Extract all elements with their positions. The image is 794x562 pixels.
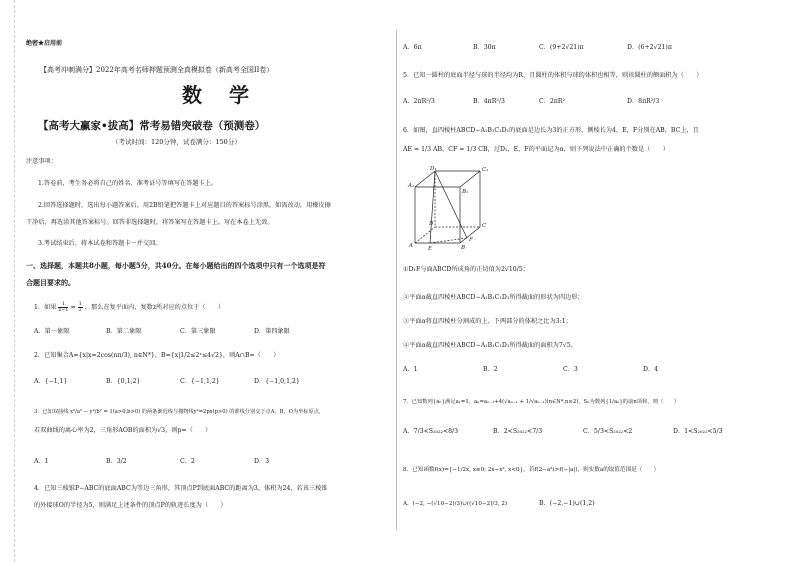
q3-option-d: D．3 bbox=[254, 458, 270, 465]
question-5: 5．已知一圆柱的底面半径与球的半径均为R，且圆柱的体积与球的体积也相等，则该圆柱的侧面积为（ ） bbox=[403, 72, 703, 79]
q3-option-a: A．1 bbox=[34, 458, 49, 465]
section-1-heading: 一、选择题，本题共8小题，每小题5分，共40分。在每小题给出的四个选项中只有一个选项是符 bbox=[26, 261, 326, 270]
q1-option-a: A．第一象限 bbox=[34, 328, 70, 335]
q2-option-d: D．{−1,0,1,2} bbox=[254, 378, 300, 385]
q6-option-d: D．4 bbox=[643, 366, 659, 373]
q5-option-d: D．8πR²/3 bbox=[627, 98, 660, 105]
question-3: 3．已知双曲线 x²/a² − y²/b² = 1(a>0,b>0) 的两条渐近线与抛物线y²=2px(p>0) 的准线分别交于点A、B，O为坐标原点， bbox=[34, 409, 325, 415]
question-6: 6．如图，直四棱柱ABCD−A₁B₁C₁D₁的底面是边长为3的正方形，侧棱长为4，E，F分别在AB，BC上，且 bbox=[403, 127, 699, 134]
q6-statement-2: ②平面α截直四棱柱ABCD−A₁B₁C₁D₁所得截面的形状为四边形； bbox=[403, 294, 584, 301]
note-2-cont: 干净后，再选涂其他答案标号。回答非选择题时，将答案写在答题卡上。写在本卷上无效。 bbox=[26, 219, 274, 226]
question-2: 2．已知集合A={x|x=2cos(nπ/3), n∈N*}，B={x|1/2≤2ˣ≤4√2}，则A∩B=（ ） bbox=[34, 352, 280, 359]
q8-option-b: B．(−2,−1)∪(1,2) bbox=[539, 500, 595, 507]
section-1-heading-cont: 合题目要求的。 bbox=[26, 278, 75, 287]
label-b: B bbox=[461, 245, 466, 250]
label-e: E bbox=[428, 246, 433, 250]
note-1: 1.答卷前，考生务必将自己的姓名、准考证号等填写在答题卡上。 bbox=[38, 180, 218, 187]
q4-option-d: D．(6+2√21)π bbox=[627, 44, 672, 51]
q1-pre: 1．如果 bbox=[34, 304, 57, 311]
subject-title: 数 学 bbox=[182, 83, 259, 107]
label-a: A bbox=[409, 243, 413, 249]
note-3: 3.考试结束后，将本试卷和答题卡一并交回。 bbox=[38, 240, 162, 247]
secret-label: 绝密★启用前 bbox=[26, 40, 63, 47]
q4-option-c: C．(9+2√21)π bbox=[539, 44, 584, 51]
q4-option-b: B．30π bbox=[473, 44, 496, 51]
q5-option-b: B．4πR²/3 bbox=[473, 98, 505, 105]
exam-info: （考试时间：120分钟，试卷满分：150分） bbox=[112, 138, 241, 146]
q7-option-a: A．7/3<S₂₀₂₂<8/3 bbox=[403, 428, 459, 435]
q6-option-b: B．2 bbox=[483, 366, 498, 373]
right-column bbox=[397, 0, 794, 562]
q6-option-a: A．1 bbox=[403, 366, 418, 373]
q1-post: ，那么在复平面内，复数z所对应的点位于（ ） bbox=[84, 304, 225, 311]
label-b1: B₁ bbox=[462, 189, 469, 195]
question-4-cont: 的外接球O的半径为5，则满足上述条件的顶点P的轨迹长度为（ ） bbox=[34, 502, 227, 509]
label-c1: C₁ bbox=[482, 167, 489, 173]
q1-fraction-1: $\frac{1}{z-1}$ bbox=[58, 301, 69, 313]
q7-option-b: B．2<S₂₀₂₂<7/3 bbox=[493, 428, 543, 435]
label-d1: D₁ bbox=[430, 166, 437, 172]
q1-eq: = bbox=[70, 304, 76, 311]
question-8: 8．已知函数f(x)={−1/2x, x≥0; 2x−x², x<0}，若f(2−a²)>f(−|a|)，则实数a的取值范围是（ ） bbox=[403, 467, 660, 473]
question-3-cont: 若双曲线的离心率为2，三角形AOB的面积为√3，则p=（ ） bbox=[34, 427, 212, 434]
q1-fraction-2: $\frac{1}{2}$ bbox=[78, 301, 82, 313]
q4-option-a: A．6π bbox=[403, 44, 422, 51]
note-2: 2.回答选择题时，选出每小题答案后，用2B铅笔把答题卡上对应题目的答案标号涂黑。如需改动，用橡皮擦 bbox=[38, 202, 331, 209]
prism-figure bbox=[405, 165, 495, 250]
q3-option-c: C．2 bbox=[180, 458, 195, 465]
label-a1: A₁ bbox=[408, 183, 415, 189]
q5-option-a: A．2πR²/3 bbox=[403, 98, 435, 105]
q5-option-c: C．2πR² bbox=[539, 98, 566, 105]
q8-option-a: A．(−2, −(√10−2)/3)∪((√10−2)/3, 2) bbox=[403, 501, 508, 507]
q6-option-c: C．3 bbox=[563, 366, 578, 373]
question-4: 4．已知三棱锥P−ABC的底面ABC为等边三角形，其顶点P到底面ABC的距离为3，体积为24，若该三棱锥 bbox=[34, 485, 328, 492]
label-c: C bbox=[482, 223, 487, 229]
series-title: 【高考大赢家•拔高】常考易错突破卷（预测卷） bbox=[38, 120, 266, 132]
q2-option-c: C．{−1,1,2} bbox=[180, 378, 220, 385]
q1-option-c: C．第三象限 bbox=[180, 328, 216, 335]
q2-option-a: A．{−1,1} bbox=[34, 378, 68, 385]
q1-option-d: D．第四象限 bbox=[254, 328, 290, 335]
q6-statement-4: ④平面α截直四棱柱ABCD−A₁B₁C₁D₁所得截面的面积为7√5。 bbox=[403, 342, 577, 349]
question-7: 7．已知数列{aₙ}满足a₁=1，aₙ=aₙ₋₁+4(√aₙ₋₁ + 1/√aₙ₋₁)(n∈N*,n≥2)，Sₙ为数列{1/aₙ}的前n项和，则（ ） bbox=[403, 399, 680, 405]
exam-supertitle: 【高考冲刺满分】2022年高考名师押题预测全真模拟卷（新高考全国II卷） bbox=[40, 66, 274, 74]
question-6-cont: AE = 1/3 AB，CF = 1/3 CB，过D₁，E，F的平面记为α，则下列说法中正确的个数是（ ） bbox=[403, 146, 669, 153]
q7-option-c: C．5/3<S₂₀₂₂<2 bbox=[583, 428, 633, 435]
q6-statement-1: ①D₁F与面ABCD所成角的正切值为2√10/5； bbox=[403, 266, 529, 273]
label-f: F bbox=[469, 237, 473, 243]
q3-option-b: B．3/2 bbox=[106, 458, 127, 465]
notes-title: 注意事项： bbox=[26, 158, 57, 165]
q7-option-d: D．1<S₂₀₂₂<5/3 bbox=[673, 428, 723, 435]
question-1 bbox=[34, 302, 224, 313]
q2-option-b: B．{0,1,2} bbox=[106, 378, 141, 385]
q6-statement-3: ③平面α将直四棱柱分割成的上、下两部分的体积之比为3:1； bbox=[403, 318, 572, 325]
q1-option-b: B．第二象限 bbox=[106, 328, 142, 335]
label-d: D bbox=[429, 221, 434, 227]
